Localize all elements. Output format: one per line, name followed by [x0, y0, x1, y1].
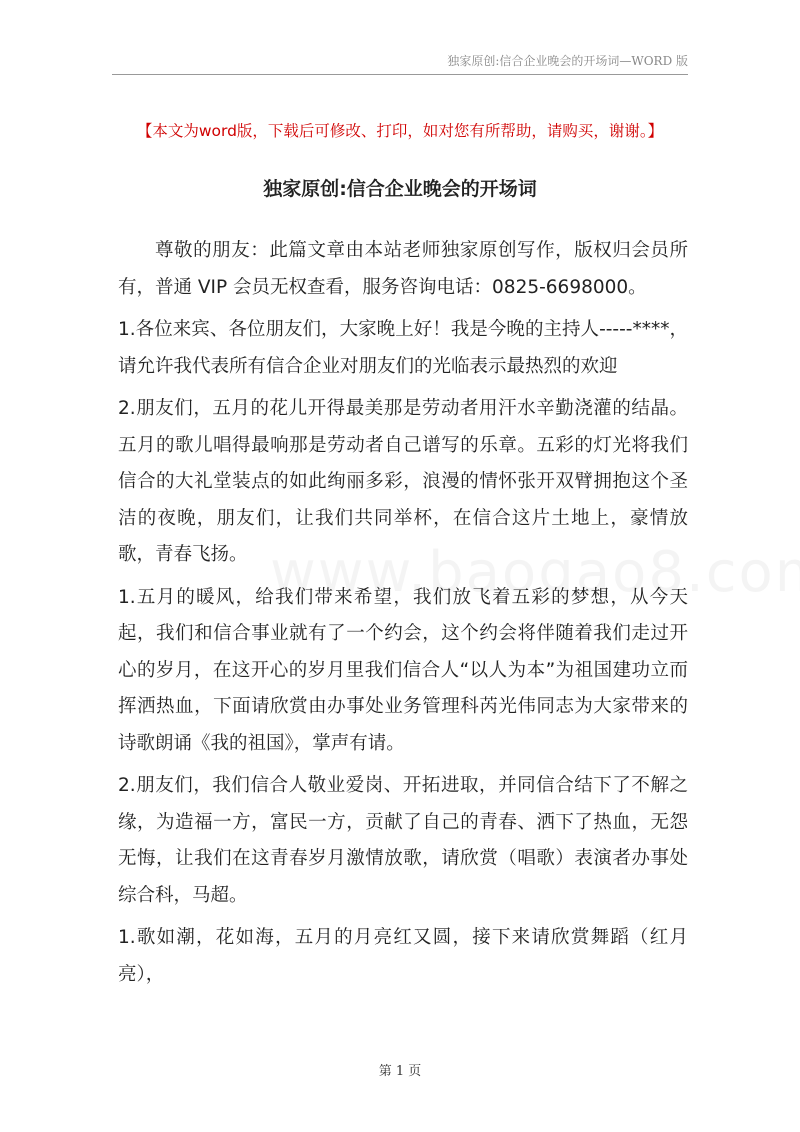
- body-paragraph: 2.朋友们，我们信合人敬业爱岗、开拓进取，并同信合结下了不解之缘，为造福一方，富民一方，贡献了自己的青春、洒下了热血，无怨无悔，让我们在这青春岁月激情放歌，请欣赏（唱歌）表演者办事处综合科，马超。: [118, 775, 688, 906]
- document-body: [118, 233, 688, 999]
- header-divider: [112, 74, 688, 75]
- document-title: 独家原创:信合企业晚会的开场词: [263, 178, 537, 200]
- body-paragraph: 1.歌如潮，花如海，五月的月亮红又圆，接下来请欣赏舞蹈（红月亮），: [118, 927, 688, 985]
- word-version-notice: 【本文为word版，下载后可修改、打印，如对您有所帮助，请购买，谢谢。】: [136, 122, 664, 140]
- body-paragraph: 1.五月的暖风，给我们带来希望，我们放飞着五彩的梦想，从今天起，我们和信合事业就有了一个约会，这个约会将伴随着我们走过开心的岁月，在这开心的岁月里我们信合人“以人为本”为祖国建功立而挥洒热血，下面请欣赏由办事处业务管理科芮光伟同志为大家带来的诗歌朗诵《我的祖国》，掌声有请。: [118, 586, 688, 754]
- body-paragraph: 1.各位来宾、各位朋友们，大家晚上好！我是今晚的主持人-----****，请允许我代表所有信合企业对朋友们的光临表示最热烈的欢迎: [118, 319, 688, 377]
- intro-paragraph: 尊敬的朋友：此篇文章由本站老师独家原创写作，版权归会员所有，普通 VIP 会员无权查看，服务咨询电话：0825-6698000。: [118, 240, 688, 298]
- body-paragraph: 2.朋友们，五月的花儿开得最美那是劳动者用汗水辛勤浇灌的结晶。五月的歌儿唱得最响那是劳动者自己谱写的乐章。五彩的灯光将我们信合的大礼堂装点的如此绚丽多彩，浪漫的情怀张开双臂拥抱这个圣洁的夜晚，朋友们，让我们共同举杯，在信合这片土地上，豪情放歌，青春飞扬。: [118, 398, 688, 565]
- page-number: 第 1 页: [378, 1064, 422, 1079]
- page-header: 独家原创:信合企业晚会的开场词—WORD 版: [447, 54, 688, 68]
